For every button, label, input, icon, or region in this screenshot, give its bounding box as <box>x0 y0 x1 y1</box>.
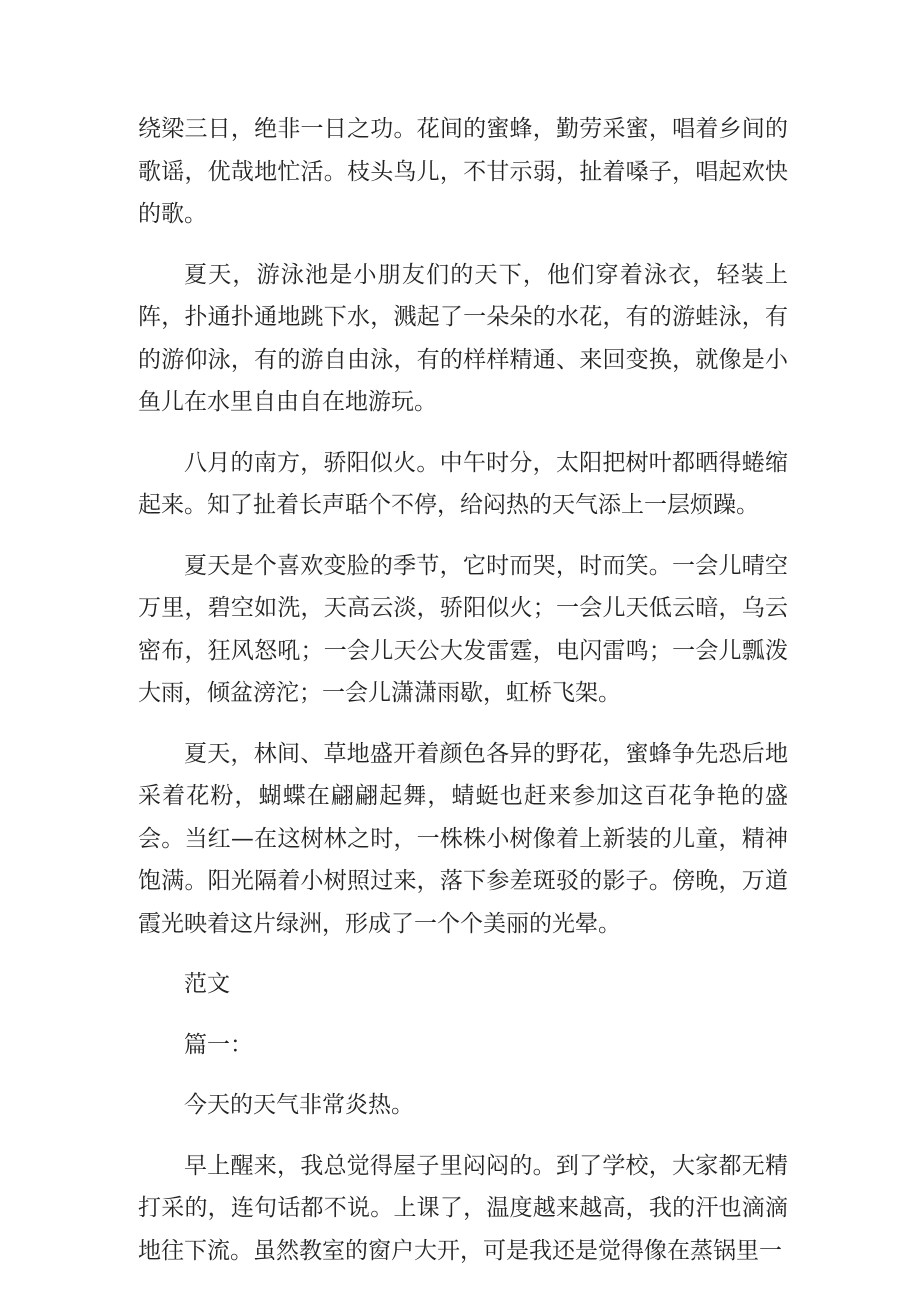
paragraph: 早上醒来，我总觉得屋子里闷闷的。到了学校，大家都无精打采的，连句话都不说。上课了，温度越来越高，我的汗也滴滴地往下流。虽然教室的窗户大开，可是我还是觉得像在蒸锅里一 <box>138 1152 788 1264</box>
paragraph: 今天的天气非常炎热。 <box>184 1092 414 1118</box>
paragraph: 夏天，林间、草地盛开着颜色各异的野花，蜜蜂争先恐后地采着花粉，蝴蝶在翩翩起舞，蜻蜓也赶来参加这百花争艳的盛会。当红—在这树林之时，一株株小树像着上新装的儿童，精神饱满。阳光隔着小树照过来，落下参差斑驳的影子。傍晚，万道霞光映着这片绿洲，形成了一个个美丽的光晕。 <box>138 740 788 937</box>
paragraph: 夏天，游泳池是小朋友们的天下，他们穿着泳衣，轻装上阵，扑通扑通地跳下水，溅起了一朵朵的水花，有的游蛙泳，有的游仰泳，有的游自由泳，有的样样精通、来回变换，就像是小鱼儿在水里自由自在地游玩。 <box>138 261 788 415</box>
paragraph: 绕梁三日，绝非一日之功。花间的蜜蜂，勤劳采蜜，唱着乡间的歌谣，优哉地忙活。枝头鸟儿，不甘示弱，扯着嗓子，唱起欢快的歌。 <box>138 116 788 227</box>
paragraph: 夏天是个喜欢变脸的季节，它时而哭，时而笑。一会儿晴空万里，碧空如洗，天高云淡，骄阳似火；一会儿天低云暗，乌云密布，狂风怒吼；一会儿天公大发雷霆，电闪雷鸣；一会儿瓢泼大雨，倾盆滂沱；一会儿潇潇雨歇，虹桥飞架。 <box>138 552 788 706</box>
section-label: 范文 <box>184 971 230 997</box>
document-body <box>138 108 788 1290</box>
paragraph: 八月的南方，骄阳似火。中午时分，太阳把树叶都晒得蜷缩起来。知了扯着长声聒个不停，给闷热的天气添上一层烦躁。 <box>138 449 788 518</box>
section-heading: 篇一： <box>184 1031 253 1058</box>
